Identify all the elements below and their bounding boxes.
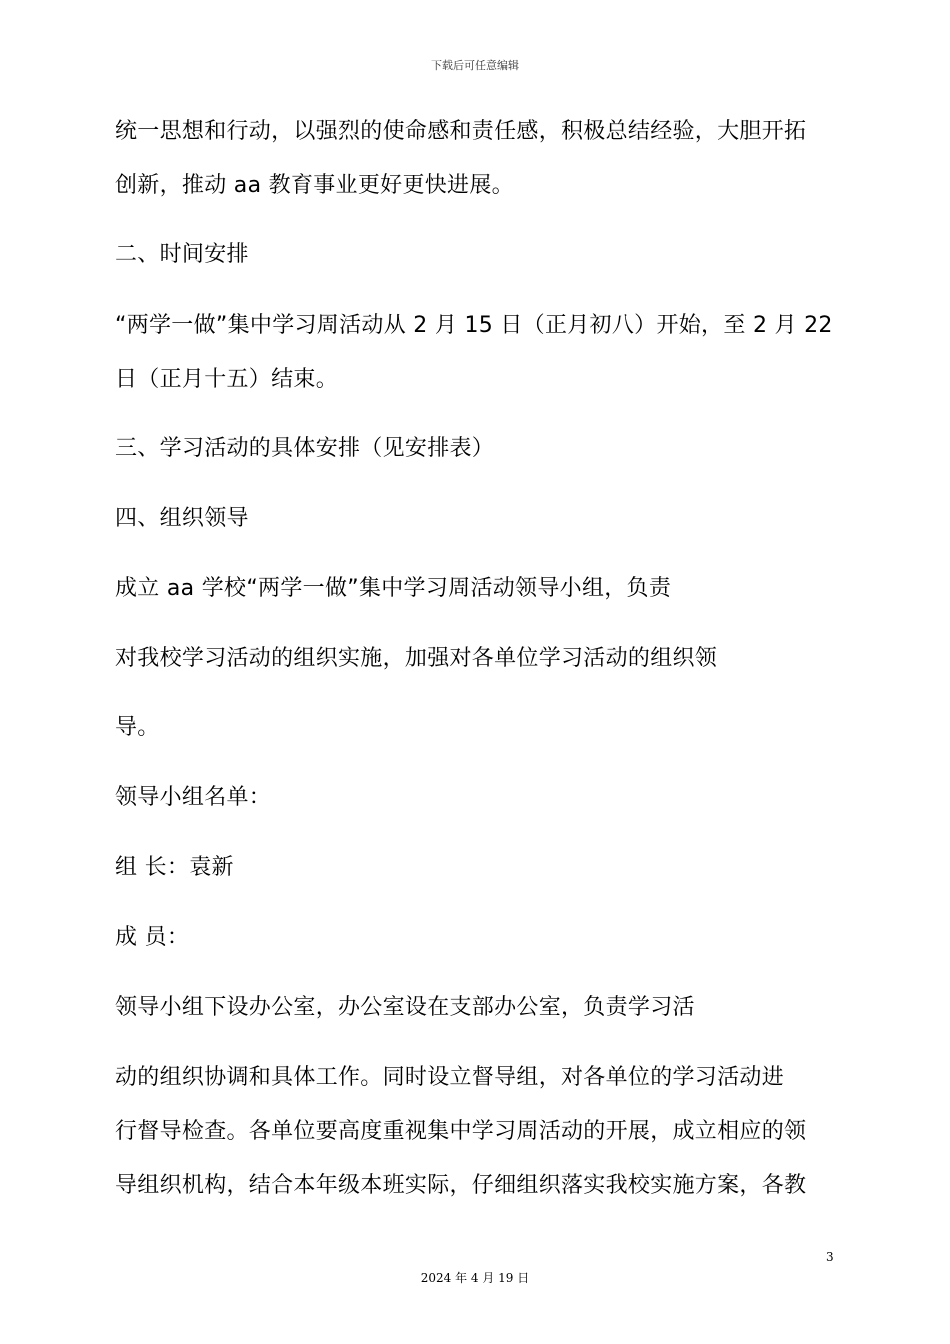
text-line: “两学一做”集中学习周活动从 2 月 15 日（正月初八）开始，至 2 月 22 xyxy=(115,313,833,338)
text-line: 领导小组名单： xyxy=(115,785,272,810)
section-heading: 四、组织领导 xyxy=(115,506,249,531)
text-line: 对我校学习活动的组织实施，加强对各单位学习活动的组织领 xyxy=(115,646,718,671)
page-number: 3 xyxy=(826,1250,834,1264)
text-line: 组 长：袁新 xyxy=(115,855,234,880)
text-line: 统一思想和行动，以强烈的使命感和责任感，积极总结经验，大胆开拓 xyxy=(115,119,807,144)
section-heading: 三、学习活动的具体安排（见安排表） xyxy=(115,436,495,461)
text-line: 领导小组下设办公室，办公室设在支部办公室，负责学习活 xyxy=(115,995,695,1020)
footer-date: 2024 年 4 月 19 日 xyxy=(420,1271,530,1285)
text-line: 成立 aa 学校“两学一做”集中学习周活动领导小组，负责 xyxy=(115,576,672,601)
section-heading: 二、时间安排 xyxy=(115,242,249,267)
text-line: 动的组织协调和具体工作。同时设立督导组，对各单位的学习活动进 xyxy=(115,1065,785,1090)
page-header: 下载后可任意编辑 xyxy=(431,59,519,72)
text-line: 行督导检查。各单位要高度重视集中学习周活动的开展，成立相应的领 xyxy=(115,1119,807,1144)
text-line: 导组织机构，结合本年级本班实际，仔细组织落实我校实施方案，各教 xyxy=(115,1173,807,1198)
text-line: 成 员： xyxy=(115,925,190,950)
text-line: 创新，推动 aa 教育事业更好更快进展。 xyxy=(115,173,514,198)
text-line: 导。 xyxy=(115,715,160,740)
text-line: 日（正月十五）结束。 xyxy=(115,367,339,392)
